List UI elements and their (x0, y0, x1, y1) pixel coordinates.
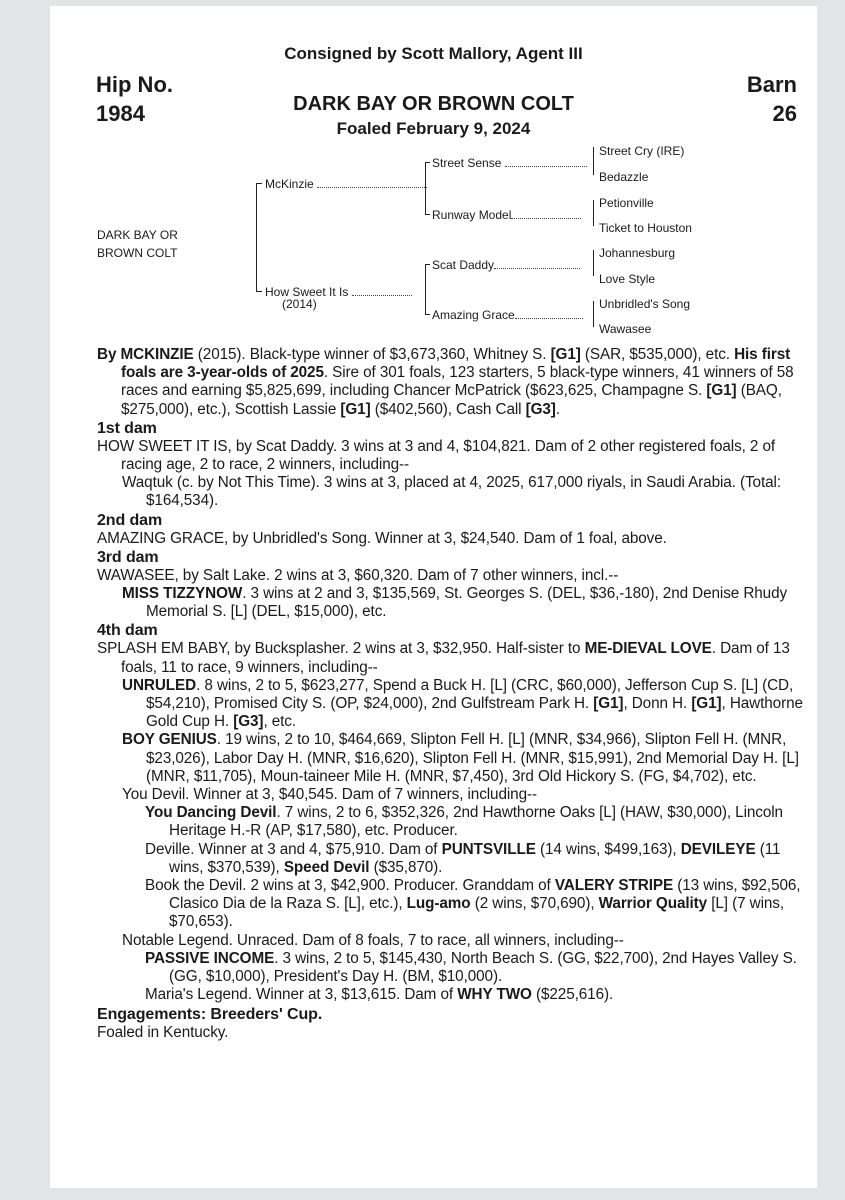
catalog-body (97, 346, 803, 1042)
sire-sire-name: Street Sense (432, 156, 587, 170)
first-dam-heading: 1st dam (97, 419, 157, 437)
waqtuk-entry: Waqtuk (c. by Not This Time). 3 wins at 3, placed at 4, 2025, 617,000 riyals, in Saudi Arabia. (Total: $164,534). (122, 474, 781, 510)
fourth-dam-text: SPLASH EM BABY, by Bucksplasher. 2 wins at 3, $32,950. Half-sister to ME-DIEVAL LOVE. Dam of 13 foals, 11 to race, 9 winners, including-- (97, 640, 790, 676)
bracket-line (425, 162, 430, 163)
hip-number: 1984 (96, 101, 145, 126)
bracket-line (593, 147, 594, 175)
bracket-line (256, 183, 257, 291)
dam-name: How Sweet It Is (265, 285, 412, 299)
gg-5: Johannesburg (599, 246, 676, 260)
engagements: Engagements: Breeders' Cup. (97, 1005, 323, 1023)
bracket-line (593, 301, 594, 327)
you-dancing-devil-entry: You Dancing Devil. 7 wins, 2 to 6, $352,326, 2nd Hawthorne Oaks [L] (HAW, $30,000), Lincoln Heritage H.-R (AP, $17,580), etc. Producer. (145, 804, 783, 840)
boy-genius-entry: BOY GENIUS. 19 wins, 2 to 10, $464,669, Slipton Fell H. [L] (MNR, $34,966), Slipton Fell H. (MNR, $23,026), Labor Day H. (MNR, $16,620), Slipton Fell H. (MNR, $15,991), 2nd Memorial Day H. [L] (MNR, $11,705), Moun-taineer Mile H. (MNR, $7,450), 3rd Old Hickory S. (FG, $4,702), etc. (122, 731, 799, 785)
marias-legend-entry: Maria's Legend. Winner at 3, $13,615. Dam of WHY TWO ($225,616). (145, 986, 614, 1004)
foaled-date: Foaled February 9, 2024 (336, 119, 531, 138)
bracket-line (256, 183, 262, 184)
catalog-page (50, 6, 817, 1188)
gg-4: Ticket to Houston (599, 221, 692, 235)
dam-year: (2014) (282, 297, 317, 311)
gg-2: Bedazzle (599, 170, 649, 184)
barn-number: 26 (772, 101, 797, 126)
first-dam-text: HOW SWEET IT IS, by Scat Daddy. 3 wins at 3 and 4, $104,821. Dam of 2 other registered foals, 2 of racing age, 2 to race, 2 winners, including-- (97, 437, 776, 474)
passive-income-entry: PASSIVE INCOME. 3 wins, 2 to 5, $145,430, North Beach S. (GG, $22,700), 2nd Hayes Valley S. (GG, $10,000), President's Day H. (BM, $10,000). (145, 949, 797, 986)
miss-tizzynow-entry: MISS TIZZYNOW. 3 wins at 2 and 3, $135,569, St. Georges S. (DEL, $36,-180), 2nd Denise Rhudy Memorial S. [L] (DEL, $15,000), etc. (122, 585, 788, 621)
dam-dam-name: Amazing Grace (432, 308, 583, 322)
deville-entry: Deville. Winner at 3 and 4, $75,910. Dam of PUNTSVILLE (14 wins, $499,163), DEVILEYE (11 wins, $370,539), Speed Devil ($35,870). (145, 840, 781, 876)
barn-label: Barn (746, 72, 797, 97)
book-the-devil-entry: Book the Devil. 2 wins at 3, $42,900. Producer. Granddam of VALERY STRIPE (13 wins, $92,506, Clasico Dia de la Raza S. [L], etc.), Lug-amo (2 wins, $70,690), Warrior Quality [L] (7 wins, $70,653). (145, 877, 801, 931)
bracket-line (593, 200, 594, 226)
you-devil-entry: You Devil. Winner at 3, $40,545. Dam of 7 winners, including-- (122, 786, 537, 804)
bracket-line (425, 264, 426, 314)
horse-title: DARK BAY OR BROWN COLT (293, 93, 574, 115)
bracket-line (425, 214, 430, 215)
gg-3: Petionville (599, 196, 654, 210)
notable-legend-entry: Notable Legend. Unraced. Dam of 8 foals, 7 to race, all winners, including-- (122, 931, 624, 949)
unruled-entry: UNRULED. 8 wins, 2 to 5, $623,277, Spend a Buck H. [L] (CRC, $60,000), Jefferson Cup S. [L] (CD, $54,210), Promised City S. (OP, $24,000), 2nd Gulfstream Park H. [G1], Donn H. [G1], Hawthorne Gold Cup H. [G3], etc. (122, 676, 803, 731)
third-dam-text: WAWASEE, by Salt Lake. 2 wins at 3, $60,320. Dam of 7 other winners, incl.-- (97, 566, 619, 584)
sire-paragraph: By MCKINZIE (2015). Black-type winner of $3,673,360, Whitney S. [G1] (SAR, $535,000), etc. His first foals are 3-year-olds of 2025. Sire of 301 foals, 123 starters, 5 black-type winners, 41 winners of 58 races and earning $5,825,699, including Chancer McPatrick ($623,625, Champagne S. [G1] (BAQ, $275,000), etc.), Scottish Lassie [G1] ($402,560), Cash Call [G3]. (97, 346, 794, 418)
third-dam-heading: 3rd dam (97, 548, 159, 566)
gg-7: Unbridled's Song (599, 297, 691, 311)
consignor-line: Consigned by Scott Mallory, Agent III (284, 44, 583, 63)
gg-1: Street Cry (IRE) (599, 144, 685, 158)
foaled-in: Foaled in Kentucky. (97, 1023, 229, 1041)
pedigree-subject-line2: BROWN COLT (97, 246, 178, 260)
second-dam-heading: 2nd dam (97, 511, 163, 529)
bracket-line (593, 250, 594, 276)
pedigree-subject-line1: DARK BAY OR (97, 228, 178, 242)
second-dam-text: AMAZING GRACE, by Unbridled's Song. Winner at 3, $24,540. Dam of 1 foal, above. (97, 529, 667, 547)
gg-8: Wawasee (599, 322, 652, 336)
fourth-dam-heading: 4th dam (97, 622, 158, 640)
dam-sire-name: Scat Daddy (432, 258, 580, 272)
hip-label: Hip No. (96, 72, 173, 97)
bracket-line (425, 314, 430, 315)
gg-6: Love Style (599, 272, 656, 286)
bracket-line (425, 264, 430, 265)
sire-name: McKinzie (265, 177, 427, 191)
bracket-line (256, 291, 262, 292)
bracket-line (425, 162, 426, 214)
sire-dam-name: Runway Model (432, 208, 581, 222)
